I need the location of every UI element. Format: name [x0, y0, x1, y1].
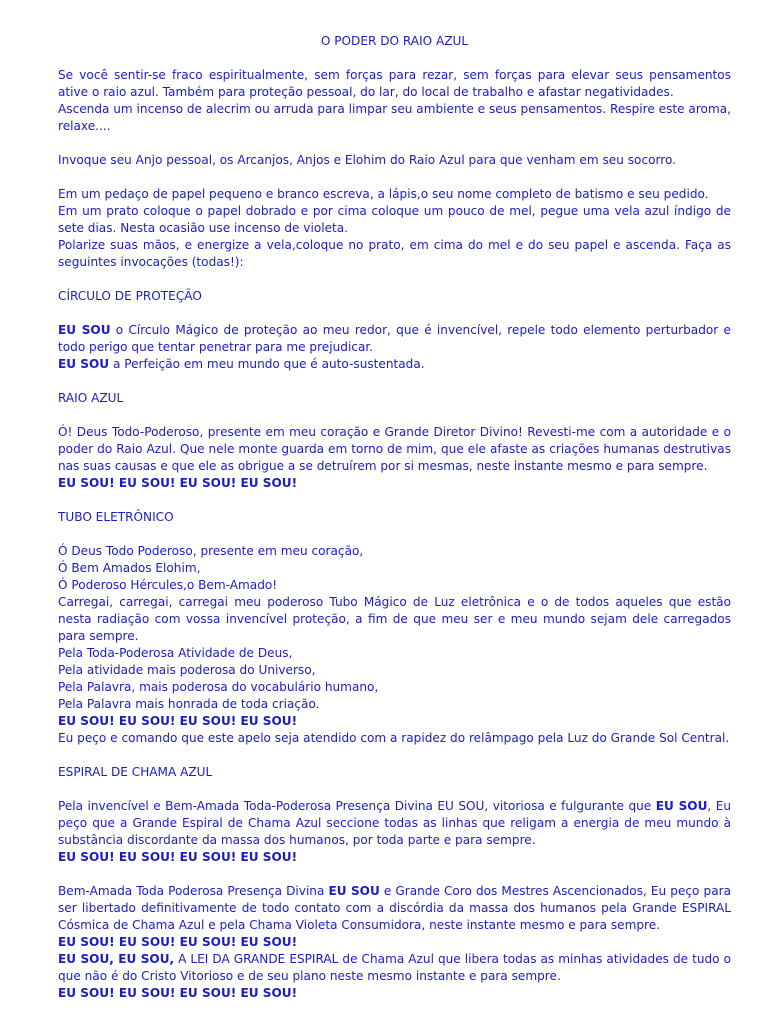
- raio-refrain: EU SOU! EU SOU! EU SOU! EU SOU!: [58, 476, 298, 490]
- eu-sou-emphasis: EU SOU: [58, 323, 111, 337]
- intro-section: [58, 67, 731, 135]
- espiral-paragraph-3: [58, 951, 731, 985]
- eu-sou-emphasis: EU SOU, EU SOU,: [58, 952, 175, 966]
- espiral-paragraph-3-text: A LEI DA GRANDE ESPIRAL de Chama Azul que libera todas as minhas atividades de tudo o que não é do Cristo Vitorioso e de seu plano neste mesmo instante e para sempre.: [58, 952, 731, 983]
- espiral-heading: ESPIRAL DE CHAMA AZUL: [58, 765, 213, 779]
- raio-section: [58, 424, 731, 492]
- espiral-refrain-3: EU SOU! EU SOU! EU SOU! EU SOU!: [58, 986, 298, 1000]
- tubo-line-9: Eu peço e comando que este apelo seja atendido com a rapidez do relâmpago pela Luz do Grande Sol Central.: [58, 731, 730, 745]
- tubo-line-3: Ó Poderoso Hércules,o Bem-Amado!: [58, 578, 278, 592]
- espiral-paragraph-1-text-b: , Eu peço que a Grande Espiral de Chama Azul seccione todas as linhas que religam a energia de meu mundo à substância discordante da massa dos humanos, por toda parte e para sempre.: [58, 799, 732, 847]
- instruction-1: Em um pedaço de papel pequeno e branco escreva, a lápis,o seu nome completo de batismo e seu pedido.: [58, 187, 709, 201]
- page-title: O PODER DO RAIO AZUL: [320, 34, 469, 48]
- eu-sou-emphasis: EU SOU: [655, 799, 708, 813]
- tubo-line-7: Pela Palavra, mais poderosa do vocabulário humano,: [58, 680, 379, 694]
- espiral-section-1: [58, 798, 731, 866]
- circulo-paragraph-2-text: a Perfeição em meu mundo que é auto-sustentada.: [109, 357, 425, 371]
- espiral-paragraph-2-text-b: e Grande Coro dos Mestres Ascencionados, Eu peço para ser libertado definitivamente de todo contato com a discórdia da massa dos humanos pela Grande ESPIRAL Cósmica de Chama Azul e pela Chama Violeta Consumidora, neste instante mesmo e para sempre.: [58, 884, 731, 932]
- tubo-section: [58, 543, 731, 747]
- tubo-heading: TUBO ELETRÔNICO: [58, 510, 174, 524]
- circulo-section: [58, 322, 731, 373]
- eu-sou-emphasis: EU SOU: [58, 357, 110, 371]
- espiral-section-2: [58, 883, 731, 1002]
- tubo-line-8: Pela Palavra mais honrada de toda criação.: [58, 697, 320, 711]
- circulo-paragraph-2: [58, 356, 731, 373]
- tubo-line-1: Ó Deus Todo Poderoso, presente em meu coração,: [58, 544, 364, 558]
- tubo-line-5: Pela Toda-Poderosa Atividade de Deus,: [58, 646, 293, 660]
- espiral-refrain-2: EU SOU! EU SOU! EU SOU! EU SOU!: [58, 935, 298, 949]
- raio-heading: RAIO AZUL: [58, 391, 124, 405]
- espiral-paragraph-2: [58, 883, 731, 934]
- tubo-line-4: Carregai, carregai, carregai meu poderoso Tubo Mágico de Luz eletrônica e o de todos aqueles que estão nesta radiação com vossa invencível proteção, a fim de que meu ser e meu mundo sejam dele carregados para sempre.: [58, 595, 731, 643]
- circulo-paragraph-1-text: o Círculo Mágico de proteção ao meu redor, que é invencível, repele todo elemento perturbador e todo perigo que tentar penetrar para me prejudicar.: [58, 323, 731, 354]
- intro-paragraph-1: Se você sentir-se fraco espiritualmente, sem forças para rezar, sem forças para elevar seus pensamentos ative o raio azul. Também para proteção pessoal, do lar, do local de trabalho e afastar negatividades.: [58, 68, 731, 99]
- invoke-paragraph: Invoque seu Anjo pessoal, os Arcanjos, Anjos e Elohim do Raio Azul para que venham em seu socorro.: [58, 153, 676, 167]
- espiral-paragraph-1: [58, 798, 731, 849]
- espiral-paragraph-2-text-a: Bem-Amada Toda Poderosa Presença Divina: [58, 884, 329, 898]
- espiral-refrain-1: EU SOU! EU SOU! EU SOU! EU SOU!: [58, 850, 298, 864]
- instruction-3: Polarize suas mãos, e energize a vela,coloque no prato, em cima do mel e do seu papel e ascenda. Faça as seguintes invocações (todas!):: [58, 238, 731, 269]
- tubo-line-2: Ó Bem Amados Elohim,: [58, 561, 201, 575]
- instructions-section: [58, 186, 731, 271]
- circulo-heading: CÍRCULO DE PROTEÇÃO: [58, 289, 202, 303]
- intro-paragraph-2: Ascenda um incenso de alecrim ou arruda para limpar seu ambiente e seus pensamentos. Respire este aroma, relaxe....: [58, 102, 731, 133]
- instruction-2: Em um prato coloque o papel dobrado e por cima coloque um pouco de mel, pegue uma vela azul índigo de sete dias. Nesta ocasião use incenso de violeta.: [58, 204, 731, 235]
- tubo-refrain: EU SOU! EU SOU! EU SOU! EU SOU!: [58, 714, 298, 728]
- circulo-paragraph-1: [58, 322, 731, 356]
- espiral-paragraph-1-text-a: Pela invencível e Bem-Amada Toda-Poderosa Presença Divina EU SOU, vitoriosa e fulgurante que: [58, 799, 656, 813]
- raio-paragraph: Ó! Deus Todo-Poderoso, presente em meu coração e Grande Diretor Divino! Revesti-me com a autoridade e o poder do Raio Azul. Que nele monte guarda em torno de mim, que ele afaste as criações humanas destrutivas nas suas causas e que ele as obrigue a se detruírem por si mesmas, neste instante mesmo e para sempre.: [58, 425, 731, 473]
- tubo-line-6: Pela atividade mais poderosa do Universo,: [58, 663, 316, 677]
- eu-sou-emphasis: EU SOU: [328, 884, 380, 898]
